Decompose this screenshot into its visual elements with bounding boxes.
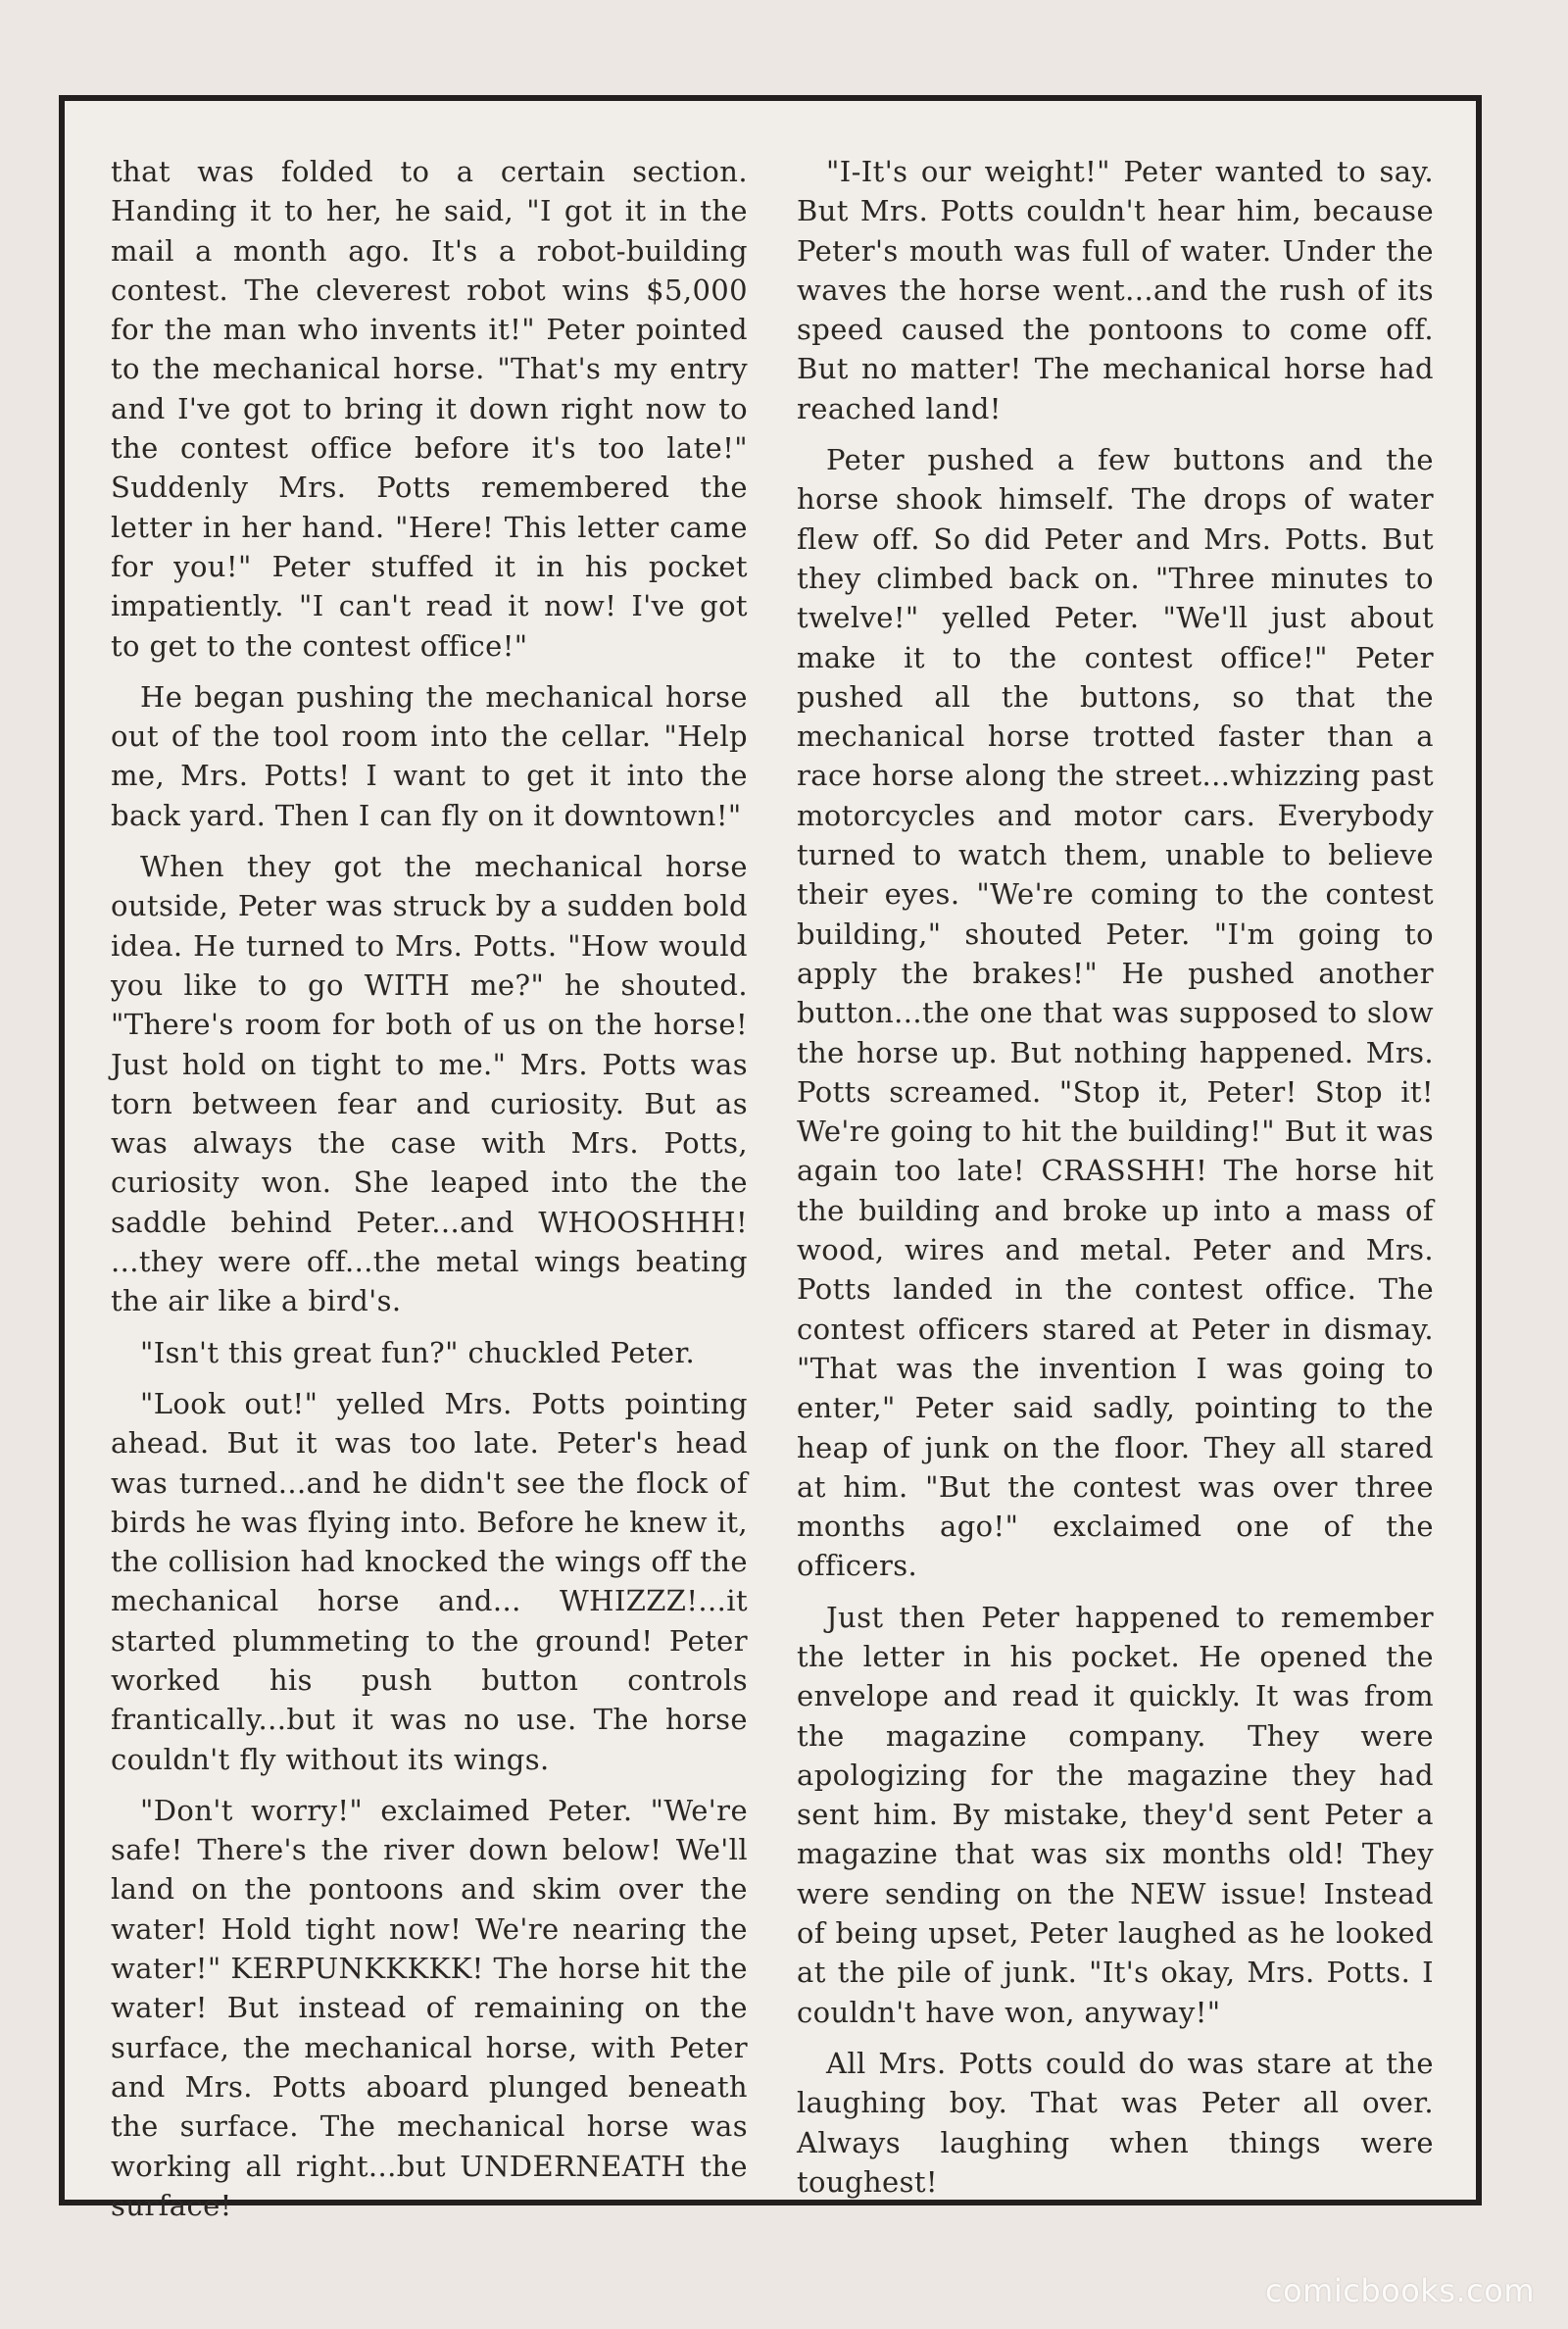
story-paragraph: "I-It's our weight!" Peter wanted to say. But Mrs. Potts couldn't hear him, because Peter's mouth was full of water. Under the waves the horse went...and the rush of its speed caused the pontoons to come off. But no matter! The mechanical horse had reached land! — [797, 155, 1434, 425]
story-paragraph: "Look out!" yelled Mrs. Potts pointing ahead. But it was too late. Peter's head was turned...and he didn't see the flock of birds he was flying into. Before he knew it, the collision had knocked the wings off the mechanical horse and... WHIZZZ!...it started plummeting to the ground! Peter worked his push button controls frantically...but it was no use. The horse couldn't fly without its wings. — [111, 1386, 748, 1776]
story-paragraph: that was folded to a certain section. Handing it to her, he said, "I got it in the mail a month ago. It's a robot-building contest. The cleverest robot wins $5,000 for the man who invents it!" Peter pointed to the mechanical horse. "That's my entry and I've got to bring it down right now to the contest office before it's too late!" Suddenly Mrs. Potts remembered the letter in her hand. "Here! This letter came for you!" Peter stuffed it in his pocket impatiently. "I can't read it now! I've got to get to the contest office!" — [111, 155, 748, 663]
story-paragraph: All Mrs. Potts could do was stare at the laughing boy. That was Peter all over. Always laughing when things were toughest! — [797, 2046, 1434, 2199]
story-paragraph: He began pushing the mechanical horse out of the tool room into the cellar. "Help me, Mrs. Potts! I want to get it into the back yard. Then I can fly on it downtown!" — [111, 679, 748, 832]
right-text-column — [797, 152, 1434, 2213]
page-frame — [59, 95, 1482, 2222]
story-paragraph: "Isn't this great fun?" chuckled Peter. — [140, 1335, 696, 1369]
story-paragraph: Just then Peter happened to remember the letter in his pocket. He opened the envelope and read it quickly. It was from the magazine company. They were apologizing for the magazine they had sent him. By mistake, they'd sent Peter a magazine that was six months old! They were sending on the NEW issue! Instead of being upset, Peter laughed as he looked at the pile of junk. "It's okay, Mrs. Potts. I couldn't have won, anyway!" — [797, 1600, 1434, 2029]
story-paragraph: Peter pushed a few buttons and the horse shook himself. The drops of water flew off. So did Peter and Mrs. Potts. But they climbed back on. "Three minutes to twelve!" yelled Peter. "We'll just about make it to the contest office!" Peter pushed all the buttons, so that the mechanical horse trotted faster than a race horse along the street...whizzing past motorcycles and motor cars. Everybody turned to watch them, unable to believe their eyes. "We're coming to the contest building," shouted Peter. "I'm going to apply the brakes!" He pushed another button...the one that was supposed to slow the horse up. But nothing happened. Mrs. Potts screamed. "Stop it, Peter! Stop it! We're going to hit the building!" But it was again too late! CRASSHH! The horse hit the building and broke up into a mass of wood, wires and metal. Peter and Mrs. Potts landed in the contest office. The contest officers stared at Peter in dismay. "That was the invention I was going to enter," Peter said sadly, pointing to the heap of junk on the floor. They all stared at him. "But the contest was over three months ago!" exclaimed one of the officers. — [797, 443, 1434, 1583]
story-paragraph: When they got the mechanical horse outside, Peter was struck by a sudden bold idea. He turned to Mrs. Potts. "How would you like to go WITH me?" he shouted. "There's room for both of us on the horse! Just hold on tight to me." Mrs. Potts was torn between fear and curiosity. But as was always the case with Mrs. Potts, curiosity won. She leaped into the the saddle behind Peter...and WHOOSHHH! ...they were off...the metal wings beating the air like a bird's. — [111, 850, 748, 1318]
site-watermark: comicbooks.com — [1264, 2272, 1535, 2309]
left-text-column — [111, 152, 748, 2237]
story-paragraph: "Don't worry!" exclaimed Peter. "We're safe! There's the river down below! We'll land on the pontoons and skim over the water! Hold tight now! We're nearing the water!" KERPUNKKKKK! The horse hit the water! But instead of remaining on the surface, the mechanical horse, with Peter and Mrs. Potts aboard plunged beneath the surface. The mechanical horse was working all right...but UNDERNEATH the surface! — [111, 1793, 748, 2222]
